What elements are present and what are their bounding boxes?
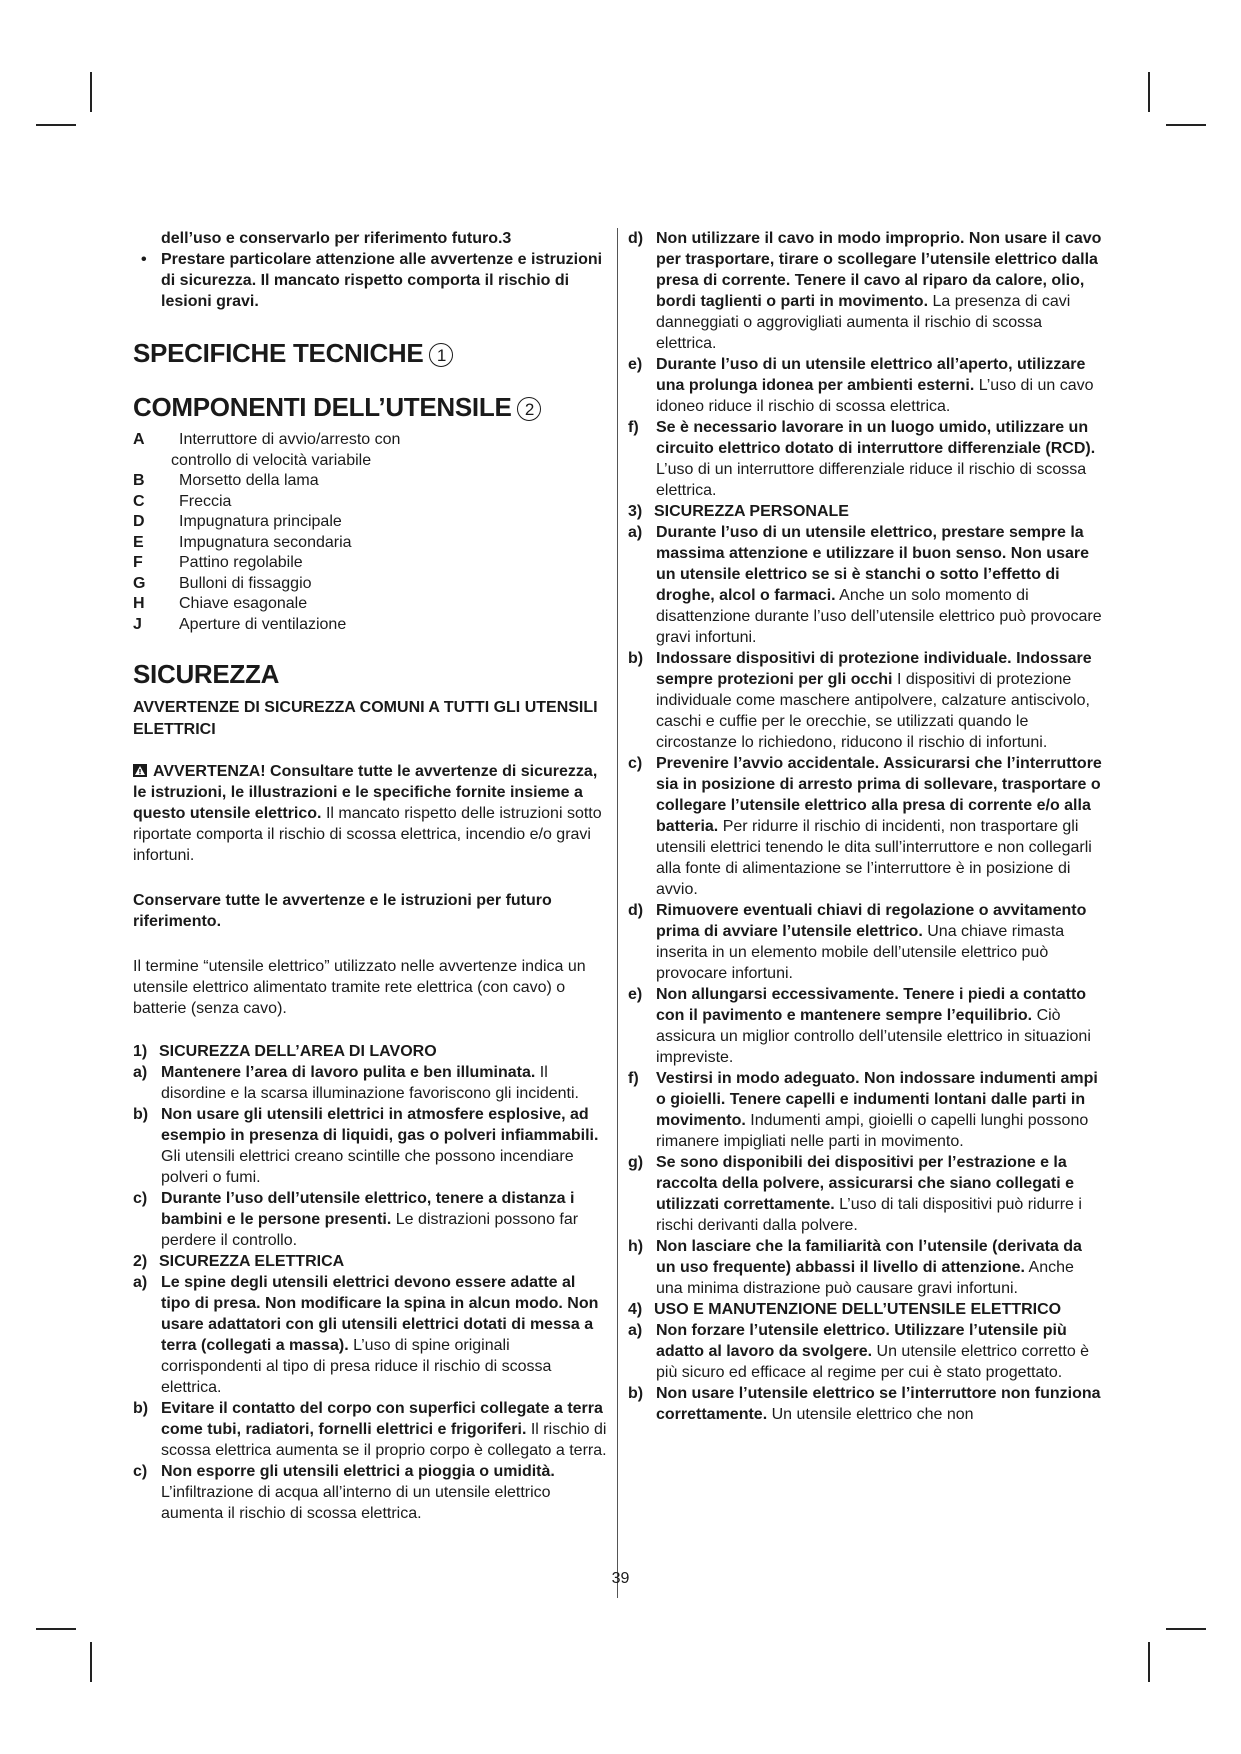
heading-components [133, 392, 609, 422]
crop-mark [90, 72, 92, 112]
item-label: e) [628, 356, 643, 373]
safety-item [628, 228, 1104, 354]
section-4-list [628, 1320, 1104, 1425]
item-text: I dispositivi di protezione individuale come maschere antipolvere, calzature antiscivolo, caschi e cuffie per le orecchie, se utilizzati quando le circostanze lo richiedono, riducono il rischio di infortuni. [656, 671, 1090, 751]
item-label: b) [133, 1400, 149, 1417]
component-label: Impugnatura principale [179, 513, 342, 530]
component-item [133, 615, 609, 636]
heading-components-text: COMPONENTI DELL’UTENSILE [133, 392, 512, 422]
left-column [133, 228, 609, 1524]
section-4-number: 4) [628, 1301, 643, 1318]
component-item [133, 533, 609, 554]
crop-mark [90, 1642, 92, 1682]
figure-ref-1: 1 [429, 343, 453, 367]
component-label: Bulloni di fissaggio [179, 574, 312, 592]
safety-item [628, 1152, 1104, 1236]
component-key: H [133, 595, 145, 612]
item-bold: Indossare dispositivi di protezione individuale. Indossare sempre protezioni per gli occhi [656, 650, 1092, 688]
item-bold: Non allungarsi eccessivamente. Tenere i piedi a contatto con il pavimento e mantenere sempre l’equilibrio. [656, 986, 1087, 1024]
item-bold: Evitare il contatto del corpo con superfici collegate a terra come tubi, radiatori, fornelli elettrici e frigoriferi. [161, 1400, 603, 1438]
item-bold: Se sono disponibili dei dispositivi per l’estrazione e la raccolta della polvere, assicurarsi che siano collegati e utilizzati correttamente. [656, 1154, 1074, 1213]
safety-item [133, 1461, 609, 1524]
safety-item [133, 1272, 609, 1398]
bullet-item [133, 249, 609, 312]
component-label-cont: controllo di velocità variabile [171, 451, 372, 469]
item-text: Un utensile elettrico che non [771, 1406, 974, 1423]
component-key: A [133, 431, 145, 448]
section-2-heading [133, 1251, 609, 1272]
component-item [133, 553, 609, 574]
item-bold: Vestirsi in modo adeguato. Non indossare indumenti ampi o gioielli. Tenere capelli e indumenti lontani dalle parti in movimento. [656, 1070, 1098, 1129]
item-bold: Prevenire l’avvio accidentale. Assicurarsi che l’interruttore sia in posizione di arresto prima di sollevare, trasportare o collegare l’utensile elettrico alla presa di corrente e/o alla batteria. [656, 755, 1102, 835]
safety-item [628, 1320, 1104, 1383]
item-label: b) [628, 1385, 644, 1402]
section-4-heading [628, 1299, 1104, 1320]
component-key: C [133, 492, 145, 510]
crop-mark [1148, 1642, 1150, 1682]
component-key: E [133, 533, 144, 551]
item-label: e) [628, 986, 643, 1003]
page-number: 39 [611, 1570, 630, 1587]
item-label: f) [628, 1070, 639, 1087]
component-key: G [133, 574, 146, 592]
item-text: Per ridurre il rischio di incidenti, non trasportare gli utensili elettrici tenendo le dita sull’interruttore e non collegarli alla fonte di alimentazione se l’interruttore è in posizione di avvio. [656, 818, 1092, 898]
item-bold: Durante l’uso di un utensile elettrico, prestare sempre la massima attenzione e utilizzare il buon senso. Non usare un utensile elettrico se si è stanchi o sotto l’effetto di droghe, alcol o farmaci. [656, 524, 1089, 604]
crop-mark [36, 124, 76, 126]
heading-specs [133, 338, 609, 368]
item-label: f) [628, 419, 639, 436]
component-label: Freccia [179, 492, 232, 510]
safety-item [133, 1062, 609, 1104]
item-label: h) [628, 1238, 644, 1255]
item-text: L’uso di un cavo idoneo riduce il rischio di scossa elettrica. [656, 377, 1094, 415]
section-1-heading [133, 1041, 609, 1062]
item-bold: Non usare gli utensili elettrici in atmosfere esplosive, ad esempio in presenza di liquidi, gas o polveri infiammabili. [161, 1106, 599, 1144]
item-bold: Non utilizzare il cavo in modo improprio. Non usare il cavo per trasportare, tirare o scollegare l’utensile elettrico dalla presa di corrente. Tenere il cavo al riparo da calore, olio, bordi taglienti o parti in movimento. [656, 230, 1102, 310]
crop-mark [1166, 1628, 1206, 1630]
safety-item [628, 900, 1104, 984]
component-label: Morsetto della lama [179, 472, 319, 489]
safety-item [628, 1383, 1104, 1425]
safety-item [628, 417, 1104, 501]
component-label: Aperture di ventilazione [179, 615, 347, 633]
section-2-number: 2) [133, 1253, 148, 1270]
item-text: L’infiltrazione di acqua all’interno di un utensile elettrico aumenta il rischio di scossa elettrica. [161, 1484, 551, 1522]
component-key: J [133, 615, 142, 633]
component-item [133, 594, 609, 615]
item-text: Il disordine e la scarsa illuminazione favoriscono gli incidenti. [161, 1064, 579, 1102]
item-text: La presenza di cavi danneggiati o aggrovigliati aumenta il rischio di scossa elettrica. [656, 293, 1071, 352]
item-label: b) [133, 1106, 149, 1123]
component-item [133, 574, 609, 595]
item-label: g) [628, 1154, 644, 1171]
item-bold: Rimuovere eventuali chiavi di regolazione o avvitamento prima di avviare l’utensile elettrico. [656, 902, 1087, 940]
item-label: a) [628, 524, 643, 541]
section-2-list [133, 1272, 609, 1524]
item-text: Anche una minima distrazione può causare gravi infortuni. [656, 1259, 1074, 1297]
section-1-list [133, 1062, 609, 1251]
warning-bold: AVVERTENZA! Consultare tutte le avvertenze di sicurezza, le istruzioni, le illustrazioni e le specifiche fornite insieme a questo utensile elettrico. [133, 763, 598, 822]
safety-item [628, 354, 1104, 417]
item-bold: Non esporre gli utensili elettrici a pioggia o umidità. [161, 1463, 555, 1480]
item-text: L’uso di tali dispositivi può ridurre i rischi derivanti dalla polvere. [656, 1196, 1082, 1234]
item-label: a) [133, 1274, 148, 1291]
item-label: c) [133, 1463, 148, 1480]
item-text: Un utensile elettrico corretto è più sicuro ed efficace al regime per cui è stato progettato. [656, 1343, 1090, 1381]
component-key: B [133, 472, 145, 489]
component-label: Interruttore di avvio/arresto con [179, 431, 401, 448]
component-item [133, 430, 609, 471]
item-text: Il rischio di scossa elettrica aumenta se il proprio corpo è collegato a terra. [161, 1421, 607, 1459]
crop-mark [1166, 124, 1206, 126]
section-1-number: 1) [133, 1043, 148, 1060]
safety-item [628, 753, 1104, 900]
components-list [133, 430, 609, 635]
heading-specs-text: SPECIFICHE TECNICHE [133, 338, 424, 368]
item-label: a) [628, 1322, 643, 1339]
item-text: Una chiave rimasta inserita in un elemento mobile dell’utensile elettrico può provocare infortuni. [656, 923, 1065, 982]
item-bold: Durante l’uso di un utensile elettrico all’aperto, utilizzare una prolunga idonea per ambienti esterni. [656, 356, 1086, 394]
warning-paragraph [133, 761, 609, 866]
item-text: L’uso di spine originali corrispondenti al tipo di presa riduce il rischio di scossa elettrica. [161, 1337, 552, 1396]
safety-item [133, 1188, 609, 1251]
item-label: c) [628, 755, 643, 772]
item-text: Ciò assicura un miglior controllo dell’utensile elettrico in situazioni impreviste. [656, 1007, 1091, 1066]
term-definition: Il termine “utensile elettrico” utilizzato nelle avvertenze indica un utensile elettrico alimentato tramite rete elettrica (con cavo) o batterie (senza cavo). [133, 958, 586, 1017]
section-2-title: SICUREZZA ELETTRICA [159, 1253, 345, 1270]
safety-subheading: AVVERTENZE DI SICUREZZA COMUNI A TUTTI GLI UTENSILI ELETTRICI [133, 699, 598, 738]
safety-item [628, 984, 1104, 1068]
item-bold: Mantenere l’area di lavoro pulita e ben illuminata. [161, 1064, 536, 1081]
component-key: F [133, 554, 143, 571]
item-text: Anche un solo momento di disattenzione durante l’uso dell’utensile elettrico può provocare gravi infortuni. [656, 587, 1102, 646]
section-3-number: 3) [628, 503, 643, 520]
item-bold: Le spine degli utensili elettrici devono essere adatte al tipo di presa. Non modificare la spina in alcun modo. Non usare adattatori con gli utensili elettrici dotati di messa a terra (collegati a massa). [161, 1274, 599, 1354]
section-3-list [628, 522, 1104, 1299]
safety-item [628, 522, 1104, 648]
item-text: Le distrazioni possono far perdere il controllo. [161, 1211, 579, 1249]
warning-icon [133, 764, 147, 777]
section-4-title: USO E MANUTENZIONE DELL’UTENSILE ELETTRICO [654, 1301, 1062, 1318]
item-label: a) [133, 1064, 148, 1081]
safety-item [628, 1068, 1104, 1152]
item-text: Indumenti ampi, gioielli o capelli lunghi possono rimanere impigliati nelle parti in movimento. [656, 1112, 1089, 1150]
figure-ref-2: 2 [517, 397, 541, 421]
safety-item [628, 648, 1104, 753]
item-bold: Non usare l’utensile elettrico se l’interruttore non funziona correttamente. [656, 1385, 1101, 1423]
crop-mark [36, 1628, 76, 1630]
item-label: d) [628, 902, 644, 919]
safety-item [133, 1104, 609, 1188]
item-bold: Se è necessario lavorare in un luogo umido, utilizzare un circuito elettrico dotato di interruttore differenziale (RCD). [656, 419, 1096, 457]
right-column [628, 228, 1104, 1425]
section-1-title: SICUREZZA DELL’AREA DI LAVORO [159, 1043, 437, 1060]
component-label: Pattino regolabile [179, 554, 303, 571]
item-text: L’uso di un interruttore differenziale riduce il rischio di scossa elettrica. [656, 461, 1087, 499]
item-text: Gli utensili elettrici creano scintille che possono incendiare polveri o fumi. [161, 1148, 574, 1186]
section-3-title: SICUREZZA PERSONALE [654, 503, 849, 520]
component-key: D [133, 513, 145, 530]
warning-normal: Il mancato rispetto delle istruzioni sotto riportate comporta il rischio di scossa elettrica, incendio e/o gravi infortuni. [133, 805, 602, 864]
heading-safety: SICUREZZA [133, 659, 280, 689]
item-label: d) [628, 230, 644, 247]
component-label: Chiave esagonale [179, 595, 308, 612]
bullet-symbol: • [141, 251, 147, 268]
component-item [133, 512, 609, 533]
keep-instructions: Conservare tutte le avvertenze e le istruzioni per futuro riferimento. [133, 892, 552, 930]
bullet-continuation: dell’uso e conservarlo per riferimento futuro.3 [161, 230, 512, 247]
column-divider [617, 228, 618, 1598]
section-2-continued-list [628, 228, 1104, 501]
component-label: Impugnatura secondaria [179, 533, 352, 551]
crop-mark [1148, 72, 1150, 112]
component-item [133, 492, 609, 513]
section-3-heading [628, 501, 1104, 522]
bullet-text: Prestare particolare attenzione alle avvertenze e istruzioni di sicurezza. Il mancato rispetto comporta il rischio di lesioni gravi. [161, 251, 603, 310]
item-bold: Durante l’uso dell’utensile elettrico, tenere a distanza i bambini e le persone presenti. [161, 1190, 575, 1228]
component-item [133, 471, 609, 492]
item-label: b) [628, 650, 644, 667]
safety-item [133, 1398, 609, 1461]
safety-item [628, 1236, 1104, 1299]
item-label: c) [133, 1190, 148, 1207]
item-bold: Non forzare l’utensile elettrico. Utilizzare l’utensile più adatto al lavoro da svolgere. [656, 1322, 1067, 1360]
item-bold: Non lasciare che la familiarità con l’utensile (derivata da un uso frequente) abbassi il livello di attenzione. [656, 1238, 1082, 1276]
